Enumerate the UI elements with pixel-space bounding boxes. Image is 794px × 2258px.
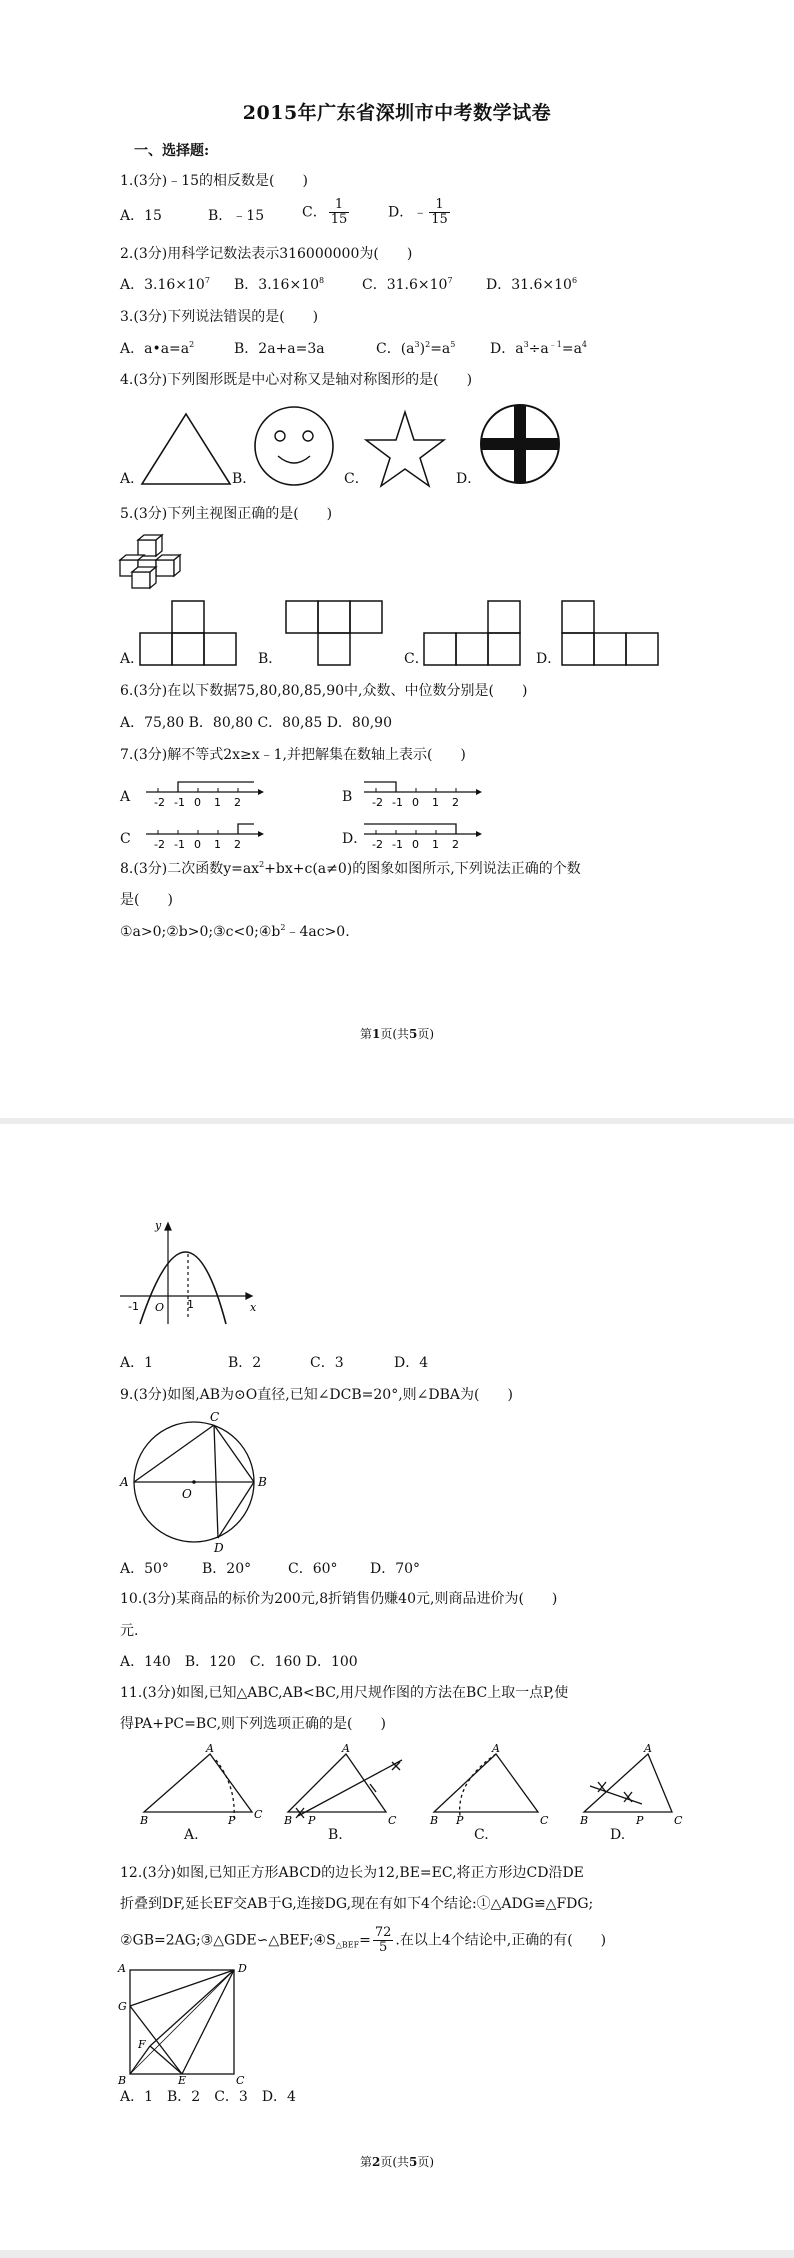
number-line-tick-label: -2	[372, 838, 383, 851]
q5-cube-stack-figure	[118, 534, 190, 590]
number-line-tick-label: 1	[214, 838, 221, 851]
q10-options: A．140 B．120 C．160 D．100	[120, 1654, 358, 1670]
q9-circle-figure	[118, 1410, 278, 1555]
q8-one-label: 1	[187, 1298, 194, 1311]
number-line-tick-label: -2	[372, 796, 383, 809]
q4-triangle-figure	[140, 412, 232, 486]
q12-stem-line-2: 折叠到DF,延长EF交AB于G,连接DG,现在有如下4个结论:①△ADG≌△FDG;	[120, 1896, 594, 1912]
number-line-tick-label: -2	[154, 838, 165, 851]
q12-label-c: C	[236, 2074, 245, 2087]
q9-label-o: O	[182, 1487, 192, 1501]
page-2-footer: 第2页(共5页)	[359, 2155, 435, 2169]
q1-stem: 1.(3分)﹣15的相反数是( )	[120, 173, 308, 189]
q11a-label-a: A	[206, 1742, 214, 1755]
q12-label-f: F	[138, 2038, 146, 2051]
q4-stem: 4.(3分)下列图形既是中心对称又是轴对称图形的是( )	[120, 372, 473, 388]
q5-option-a: A．	[120, 651, 145, 667]
q3-option-a: A．$a•a=a^2$	[120, 340, 195, 357]
number-line-tick-label: 1	[214, 796, 221, 809]
number-line-tick-label: 2	[234, 796, 241, 809]
number-line-tick-label: 2	[452, 838, 459, 851]
number-line-tick-label: -1	[174, 838, 185, 851]
q6-stem: 6.(3分)在以下数据75,80,80,85,90中,众数、中位数分别是( )	[120, 683, 528, 699]
page-2	[0, 1124, 794, 2250]
number-line-solution-ray	[364, 782, 396, 792]
q8-option-b: B．2	[228, 1355, 262, 1371]
number-line-tick-label: 0	[412, 796, 419, 809]
q1-option-d: D．﹣ $\frac{1}{15}$	[388, 197, 448, 227]
q10-stem-line-2: 元.	[120, 1623, 139, 1639]
q5-view-c-figure	[422, 600, 524, 666]
q11d-label-c: C	[674, 1814, 683, 1827]
number-line-solution-ray	[364, 824, 456, 834]
q7-number-line-a	[146, 778, 266, 814]
q1-option-a: A．15	[120, 208, 162, 224]
page-1	[0, 0, 794, 1118]
q11d-label-p: P	[636, 1814, 644, 1827]
q7-option-b: B	[342, 789, 353, 805]
q11c-label-b: B	[430, 1814, 439, 1827]
q12-label-a: A	[118, 1962, 126, 1975]
q5-stem: 5.(3分)下列主视图正确的是( )	[120, 506, 333, 522]
number-line-solution-ray	[178, 782, 254, 792]
q11-option-c: C.	[474, 1827, 489, 1843]
q4-option-d: D．	[456, 471, 482, 487]
q5-view-b-figure	[284, 600, 386, 666]
q11a-label-b: B	[140, 1814, 149, 1827]
number-line-solution-ray	[238, 824, 254, 834]
q5-view-d-figure	[560, 600, 662, 666]
number-line-tick-label: 2	[452, 796, 459, 809]
q5-option-b: B．	[258, 651, 283, 667]
q9-option-b: B．20°	[202, 1561, 252, 1577]
q1-option-d-fraction: $\frac{1}{15}$	[431, 197, 448, 227]
page-1-footer: 第1页(共5页)	[359, 1027, 435, 1041]
q2-stem: 2.(3分)用科学记数法表示316000000为( )	[120, 246, 413, 262]
number-line-tick-label: 1	[432, 796, 439, 809]
q12-stem-line-3: $②GB=2AG;③\triangle GDE∽\triangle BEF;④S_{\triangle BEF}=$ $\frac{72}{5}$ .在以上4个结论中,正确的有( )	[120, 1925, 607, 1955]
q1-option-c-fraction: $\frac{1}{15}$	[330, 197, 348, 227]
q9-label-a: A	[120, 1475, 129, 1489]
q12-label-g: G	[118, 2000, 127, 2013]
q11b-label-p: P	[308, 1814, 316, 1827]
number-line-tick-label: -1	[392, 838, 403, 851]
number-line-tick-label: 0	[194, 838, 201, 851]
q8-option-d: D．4	[394, 1355, 429, 1371]
q2-option-b: B．$3.16\times 10^8$	[234, 276, 325, 293]
q8-stem-line-1: 8.(3分)二次函数$y=ax^2+bx+c(a\ne 0)$的图象如图所示,下列说法正确的个数	[120, 860, 581, 877]
number-line-tick-label: 2	[234, 838, 241, 851]
number-line-tick-label: -1	[392, 796, 403, 809]
number-line-arrow	[476, 831, 482, 837]
q3-option-b: B．2a+a=3a	[234, 341, 325, 357]
q7-option-c: C	[120, 831, 131, 847]
q5-option-d: D．	[536, 651, 562, 667]
q3-option-d: D．$a^3\div a^{﹣1}=a^4$	[490, 340, 588, 357]
q1-option-c: C． $\frac{1}{15}$	[302, 197, 348, 227]
q8-stem-line-2: 是( )	[120, 892, 173, 908]
q9-option-a: A．50°	[120, 1561, 169, 1577]
q3-stem: 3.(3分)下列说法错误的是( )	[120, 309, 319, 325]
q11-option-b: B.	[328, 1827, 343, 1843]
q12-options: A．1 B．2 C．3 D．4	[120, 2089, 296, 2105]
q11-stem-line-2: 得PA+PC=BC,则下列选项正确的是( )	[120, 1716, 386, 1732]
q11c-label-p: P	[456, 1814, 464, 1827]
number-line-arrow	[476, 789, 482, 795]
q12-fraction: $\frac{72}{5}$	[374, 1925, 392, 1955]
q9-option-d: D．70°	[370, 1561, 421, 1577]
q8-neg1-label: -1	[128, 1300, 139, 1313]
q9-stem: 9.(3分)如图,AB为⊙O直径,已知∠DCB=20°,则∠DBA为( )	[120, 1387, 513, 1403]
q11b-label-b: B	[284, 1814, 293, 1827]
q11-option-d: D.	[610, 1827, 626, 1843]
section-heading-choice: 一、选择题:	[134, 143, 210, 159]
q9-option-c: C．60°	[288, 1561, 338, 1577]
q7-stem: 7.(3分)解不等式2x≥x﹣1,并把解集在数轴上表示( )	[120, 747, 466, 763]
number-line-tick-label: -1	[174, 796, 185, 809]
q4-circle-cross-figure	[478, 402, 562, 486]
q4-smiley-face-figure	[252, 404, 336, 488]
q8-option-c: C．3	[310, 1355, 344, 1371]
q4-option-b: B．	[232, 471, 257, 487]
q2-option-a: A．$3.16\times 10^7$	[120, 276, 210, 293]
q2-option-c: C．$31.6\times 10^7$	[362, 276, 453, 293]
q8-option-a: A．1	[120, 1355, 154, 1371]
q6-options: A．75,80 B．80,80 C．80,85 D．80,90	[120, 715, 393, 731]
q8-conditions: $①a>0;②b>0;③c<0;④b^2﹣4ac>0$.	[120, 923, 350, 940]
q8-axis-x-label: x	[250, 1301, 257, 1314]
q11b-label-c: C	[388, 1814, 397, 1827]
q11a-label-p: P	[228, 1814, 236, 1827]
q8-axis-y-label: y	[155, 1219, 162, 1232]
q11-figure-b	[284, 1742, 418, 1827]
number-line-tick-label: 0	[412, 838, 419, 851]
number-line-arrow	[258, 789, 264, 795]
q4-star-figure	[364, 410, 446, 488]
q7-option-a: A	[120, 789, 131, 805]
q11d-label-b: B	[580, 1814, 589, 1827]
q11-stem-line-1: 11.(3分)如图,已知△ABC,AB<BC,用尺规作图的方法在BC上取一点P,使	[120, 1685, 569, 1701]
q12-label-e: E	[178, 2074, 187, 2087]
q11d-label-a: A	[644, 1742, 652, 1755]
q9-label-c: C	[210, 1410, 220, 1424]
q7-number-line-b	[364, 778, 484, 814]
number-line-tick-label: 1	[432, 838, 439, 851]
q7-option-d: D．	[342, 831, 368, 847]
q12-label-b: B	[118, 2074, 127, 2087]
q11b-label-a: A	[342, 1742, 350, 1755]
q4-option-a: A．	[120, 471, 145, 487]
q9-label-d: D	[214, 1541, 224, 1555]
q5-view-a-figure	[138, 600, 240, 666]
q10-stem-line-1: 10.(3分)某商品的标价为200元,8折销售仍赚40元,则商品进价为( )	[120, 1591, 558, 1607]
q11-option-a: A.	[184, 1827, 199, 1843]
q11c-label-c: C	[540, 1814, 549, 1827]
q8-parabola-graph	[118, 1220, 258, 1330]
q11a-label-c: C	[254, 1808, 263, 1821]
q11c-label-a: A	[492, 1742, 500, 1755]
q11-figure-c	[430, 1742, 550, 1827]
q9-label-b: B	[258, 1475, 267, 1489]
q1-option-b: B．﹣15	[208, 208, 265, 224]
q12-stem-line-1: 12.(3分)如图,已知正方形ABCD的边长为12,BE=EC,将正方形边CD沿DE	[120, 1865, 584, 1881]
q2-option-d: D．$31.6\times 10^6$	[486, 276, 578, 293]
q5-option-c: C．	[404, 651, 429, 667]
q8-origin-label: O	[155, 1301, 165, 1314]
number-line-tick-label: 0	[194, 796, 201, 809]
number-line-tick-label: -2	[154, 796, 165, 809]
q4-option-c: C．	[344, 471, 369, 487]
q3-option-c: C．$(a^3)^2=a^5$	[376, 340, 456, 357]
number-line-arrow	[258, 831, 264, 837]
q11-figure-d	[580, 1742, 683, 1827]
q7-number-line-d	[364, 820, 484, 856]
q12-label-d: D	[238, 1962, 247, 1975]
q7-number-line-c	[146, 820, 266, 856]
q12-square-figure	[118, 1962, 250, 2087]
q11-figure-a	[140, 1742, 270, 1827]
exam-title: 2015年广东省深圳市中考数学试卷	[242, 102, 552, 124]
